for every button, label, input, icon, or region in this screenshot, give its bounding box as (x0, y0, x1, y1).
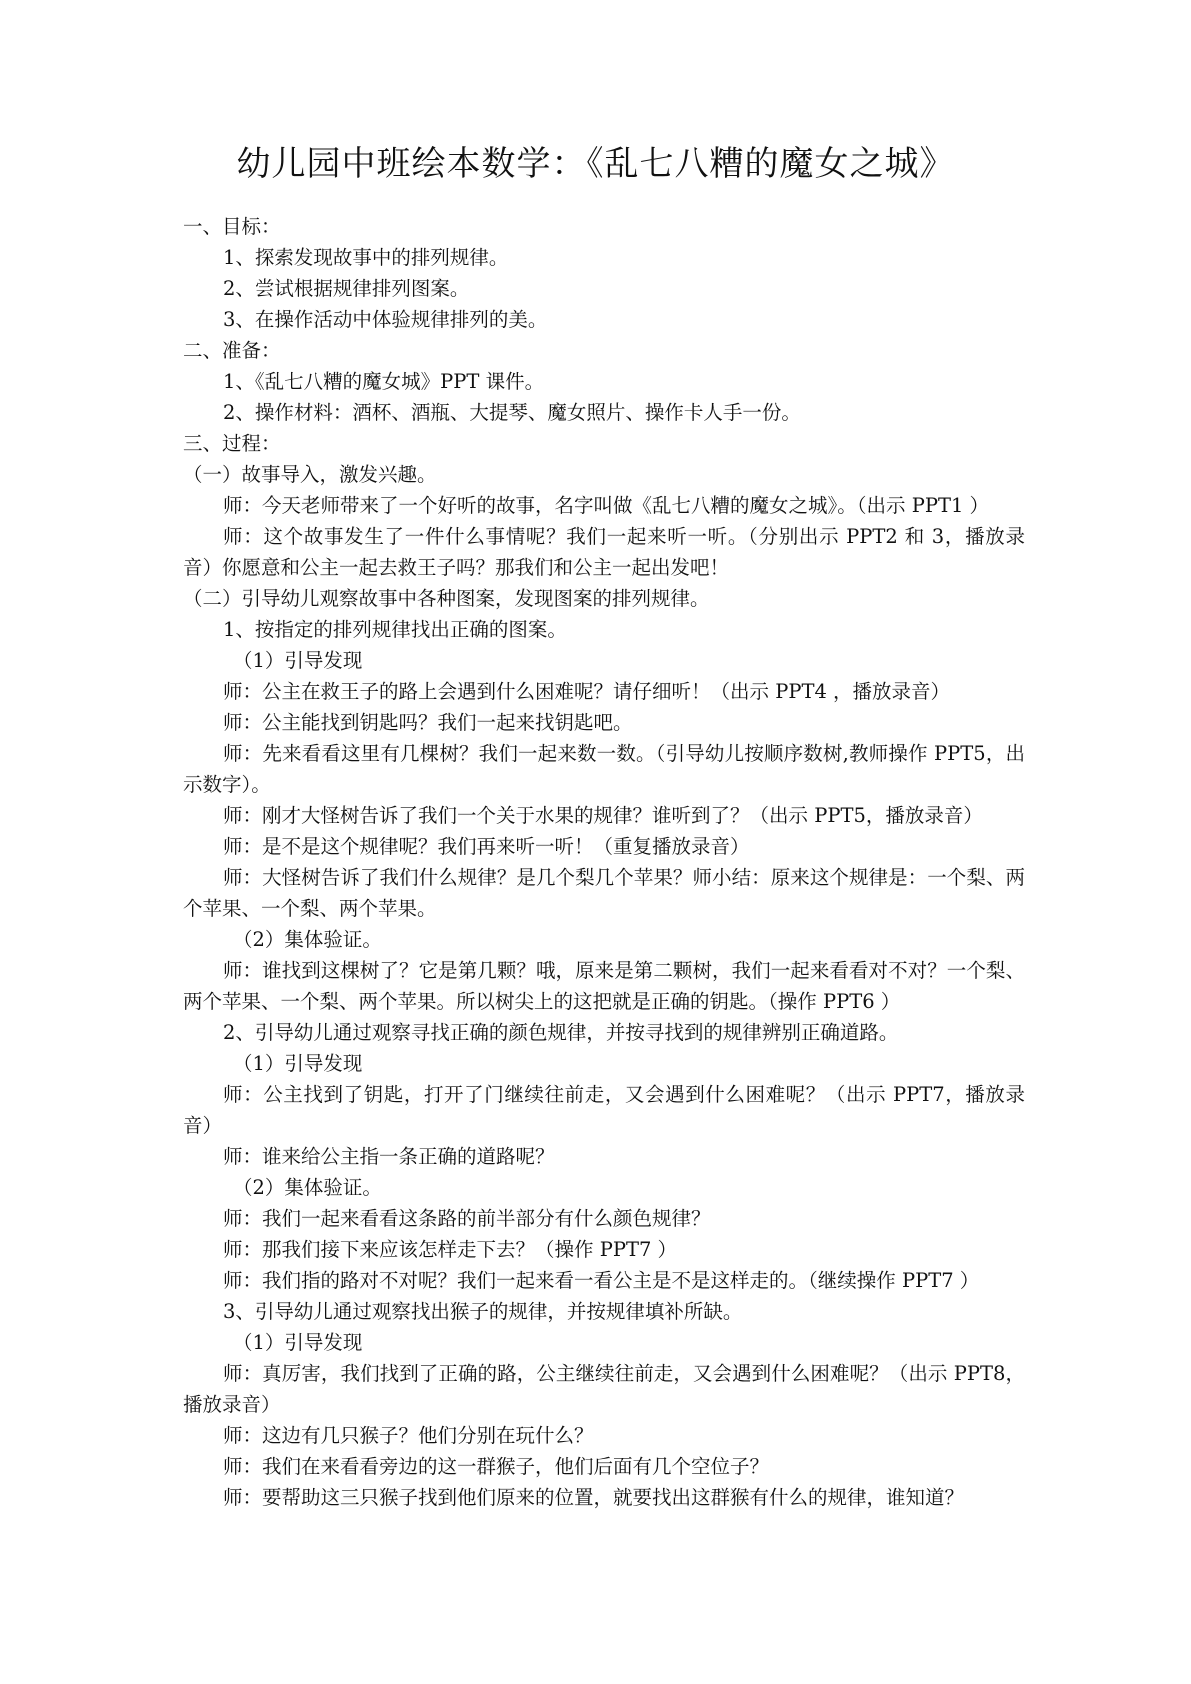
paragraph: 师：这个故事发生了一件什么事情呢？我们一起来听一听。（分别出示 PPT2 和 3，播放录音）你愿意和公主一起去救王子吗？那我们和公主一起出发吧！ (183, 525, 1025, 579)
paragraph: 师：先来看看这里有几棵树？我们一起来数一数。（引导幼儿按顺序数树,教师操作 PPT5，出示数字）。 (183, 742, 1025, 796)
section-heading: （二）引导幼儿观察故事中各种图案，发现图案的排列规律。 (183, 587, 710, 610)
text-line: （2）集体验证。 (233, 928, 382, 951)
paragraph: 师：大怪树告诉了我们什么规律？是几个梨几个苹果？师小结：原来这个规律是：一个梨、两个苹果、一个梨、两个苹果。 (183, 866, 1025, 920)
text-line: 师：刚才大怪树告诉了我们一个关于水果的规律？谁听到了？（出示 PPT5，播放录音） (223, 804, 983, 827)
text-line: 师：今天老师带来了一个好听的故事，名字叫做《乱七八糟的魔女之城》。（出示 PPT1 ） (223, 494, 990, 517)
text-line: 1、《乱七八糟的魔女城》PPT 课件。 (223, 370, 545, 393)
text-line: 2、操作材料：酒杯、酒瓶、大提琴、魔女照片、操作卡人手一份。 (223, 401, 801, 424)
section-heading: 三、过程： (183, 432, 281, 455)
text-line: 师：我们一起来看看这条路的前半部分有什么颜色规律？ (223, 1207, 711, 1230)
text-line: 师：公主在救王子的路上会遇到什么困难呢？请仔细听！（出示 PPT4 ，播放录音） (223, 680, 951, 703)
text-line: 2、引导幼儿通过观察寻找正确的颜色规律，并按寻找到的规律辨别正确道路。 (223, 1021, 899, 1044)
text-line: 3、引导幼儿通过观察找出猴子的规律，并按规律填补所缺。 (223, 1300, 743, 1323)
text-line: 2、尝试根据规律排列图案。 (223, 277, 470, 300)
text-line: 1、按指定的排列规律找出正确的图案。 (223, 618, 567, 641)
document-title: 幼儿园中班绘本数学：《乱七八糟的魔女之城》 (236, 144, 955, 184)
text-line: 师：我们在来看看旁边的这一群猴子，他们后面有几个空位子？ (223, 1455, 770, 1478)
paragraph: 师：谁找到这棵树了？它是第几颗？哦，原来是第二颗树，我们一起来看看对不对？一个梨、两个苹果、一个梨、两个苹果。所以树尖上的这把就是正确的钥匙。（操作 PPT6 ） (183, 959, 1025, 1013)
text-line: 师：那我们接下来应该怎样走下去？（操作 PPT7 ） (223, 1238, 678, 1261)
text-line: 师：要帮助这三只猴子找到他们原来的位置，就要找出这群猴有什么的规律，谁知道？ (223, 1486, 965, 1509)
text-line: 师：这边有几只猴子？他们分别在玩什么？ (223, 1424, 594, 1447)
text-line: （1）引导发现 (233, 649, 363, 672)
section-heading: 一、目标： (183, 215, 281, 238)
document-body (183, 211, 1025, 1513)
text-line: 1、探索发现故事中的排列规律。 (223, 246, 509, 269)
text-line: 师：我们指的路对不对呢？我们一起来看一看公主是不是这样走的。（继续操作 PPT7 ） (223, 1269, 980, 1292)
paragraph: 师：公主找到了钥匙，打开了门继续往前走，又会遇到什么困难呢？（出示 PPT7，播放录音） (183, 1083, 1025, 1137)
text-line: 师：谁来给公主指一条正确的道路呢？ (223, 1145, 555, 1168)
paragraph: 师：真厉害，我们找到了正确的路，公主继续往前走，又会遇到什么困难呢？（出示 PPT8，播放录音） (183, 1362, 1025, 1416)
text-line: （2）集体验证。 (233, 1176, 382, 1199)
section-heading: （一）故事导入，激发兴趣。 (183, 463, 437, 486)
text-line: （1）引导发现 (233, 1331, 363, 1354)
text-line: 3、在操作活动中体验规律排列的美。 (223, 308, 548, 331)
section-heading: 二、准备： (183, 339, 281, 362)
text-line: 师：公主能找到钥匙吗？我们一起来找钥匙吧。 (223, 711, 633, 734)
text-line: （1）引导发现 (233, 1052, 363, 1075)
text-line: 师：是不是这个规律呢？我们再来听一听！（重复播放录音） (223, 835, 750, 858)
